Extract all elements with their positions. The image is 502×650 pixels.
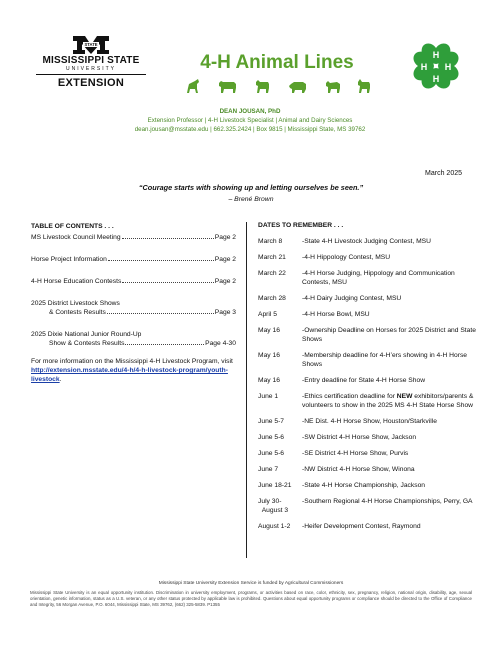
footer-disclaimer	[30, 590, 472, 608]
logo-rule	[36, 74, 146, 75]
date-row	[258, 294, 480, 303]
more-info-paragraph: For more information on the Mississippi 4-H Livestock Program, visit http://extension.msstate.edu/4-h/4-h-livestock-program/youth-livestock.	[31, 358, 233, 383]
author-name: DEAN JOUSAN, PhD	[219, 108, 281, 115]
event-date: May 16	[258, 327, 280, 334]
cow-icon	[219, 81, 236, 93]
date-row	[258, 417, 480, 426]
date-row	[258, 465, 480, 474]
quote-text: “Courage starts with showing up and letting ourselves be seen.”	[138, 183, 364, 192]
footer-code: P1355	[207, 602, 220, 607]
event-name: -NE Dist. 4-H Horse Show, Houston/Starkville	[302, 418, 437, 425]
event-name: -4-H Dairy Judging Contest, MSU	[302, 295, 402, 302]
event-name: -Ownership Deadline on Horses for 2025 District and State Shows	[302, 327, 476, 343]
toc-page: Page 4-30	[205, 340, 236, 347]
toc-label: 2025 District Livestock Shows	[31, 300, 120, 307]
svg-text:H: H	[432, 50, 440, 60]
event-date: June 5-7	[258, 418, 285, 425]
date-row	[258, 351, 480, 369]
sheep-icon	[326, 81, 340, 93]
new-emphasis: NEW	[396, 393, 413, 400]
event-date: March 21	[258, 254, 286, 261]
toc-label: 4-H Horse Education Contests	[31, 278, 122, 285]
msu-name: MISSISSIPPI STATE	[42, 55, 140, 66]
goat-icon	[358, 79, 370, 93]
event-date: June 7	[258, 466, 279, 473]
event-date: June 1	[258, 393, 279, 400]
dates-to-remember	[258, 222, 480, 538]
toc-page: Page 2	[214, 256, 236, 263]
date-row	[258, 326, 480, 344]
toc-label: Horse Project Information	[31, 256, 107, 263]
date-row	[258, 269, 480, 287]
column-divider	[246, 222, 247, 558]
author-contact: dean.jousan@msstate.edu | 662.325.2424 | Box 9815 | Mississippi State, MS 39762	[134, 126, 366, 133]
author-title: Extension Professor | 4-H Livestock Specialist | Animal and Dairy Sciences	[147, 117, 353, 124]
4h-clover-icon	[404, 34, 468, 98]
issue-date: March 2025	[425, 170, 462, 177]
event-date: June 18-21	[258, 482, 292, 489]
dates-heading: DATES TO REMEMBER . . .	[258, 222, 344, 229]
date-row	[258, 392, 480, 410]
event-name: -SE District 4-H Horse Show, Purvis	[302, 450, 409, 457]
event-date: June 5-6	[258, 434, 285, 441]
quote-author: – Brené Brown	[228, 196, 274, 203]
event-name: -Heifer Development Contest, Raymond	[302, 523, 421, 530]
msu-extension: EXTENSION	[57, 77, 125, 89]
date-row	[258, 449, 480, 458]
date-row	[258, 237, 480, 246]
event-name: -NW District 4-H Horse Show, Winona	[302, 466, 415, 473]
toc-label-2: & Contests Results	[49, 309, 106, 316]
animal-silhouettes	[184, 78, 374, 94]
footer-body: Mississippi State University is an equal opportunity institution. Discrimination in university employment, programs, or activities based on race, color, ethnicity, sex, pregnancy, religion, national origin, disability, age, sexual orientation, genetic information, status as a U.S. veteran, or any other status protected by applicable law is prohibited. Questions about equal opportunity programs or compliance should be directed to the Office of Compliance and Integrity, 56 Morgan Avenue, P.O. 6044, Mississippi State, MS 39762, (662) 325-5839.	[30, 590, 472, 607]
event-name: -State 4-H Livestock Judging Contest, MSU	[302, 238, 431, 245]
event-date: March 8	[258, 238, 283, 245]
contact-block	[60, 107, 440, 134]
goat-icon	[256, 80, 269, 93]
event-name: -State 4-H Horse Championship, Jackson	[302, 482, 426, 489]
newsletter-title: 4-H Animal Lines	[200, 52, 354, 73]
svg-text:H: H	[432, 74, 440, 84]
event-date: May 16	[258, 377, 280, 384]
toc-label: 2025 Dixie National Junior Round-Up	[31, 331, 142, 338]
event-name: -SW District 4-H Horse Show, Jackson	[302, 434, 417, 441]
horse-icon	[187, 79, 199, 93]
svg-text:H: H	[444, 62, 452, 72]
event-date: March 28	[258, 295, 286, 302]
event-date: August 1-2	[258, 523, 291, 530]
svg-text:STATE: STATE	[84, 42, 98, 48]
toc-item[interactable]	[31, 299, 236, 317]
event-date: July 30- August 3	[258, 498, 289, 514]
event-date: March 22	[258, 270, 286, 277]
msu-m-icon	[71, 34, 111, 56]
event-name: -4-H Hippology Contest, MSU	[302, 254, 391, 261]
event-name: -Ethics certification deadline for NEW exhibitors/parents & volunteers to show in the 2025 MS 4-H State Horse Show	[302, 393, 474, 409]
msu-extension-logo	[28, 34, 154, 94]
more-info-text: For more information on the Mississippi 4-H Livestock Program, visit	[31, 358, 233, 365]
toc-page: Page 2	[214, 278, 236, 285]
event-name: -4-H Horse Judging, Hippology and Communication Contests, MSU	[302, 270, 455, 286]
svg-text:H: H	[420, 62, 428, 72]
event-name: -4-H Horse Bowl, MSU	[302, 311, 370, 318]
date-row	[258, 310, 480, 319]
toc-page: Page 2	[214, 234, 236, 241]
toc-item[interactable]	[31, 277, 236, 286]
date-row	[258, 497, 480, 515]
date-row	[258, 253, 480, 262]
toc-page: Page 3	[214, 309, 236, 316]
event-name: -Southern Regional 4-H Horse Championships, Perry, GA	[302, 498, 473, 505]
toc-label: MS Livestock Council Meeting	[31, 234, 121, 241]
toc-item[interactable]	[31, 233, 236, 242]
date-row	[258, 522, 480, 531]
livestock-program-link[interactable]: http://extension.msstate.edu/4-h/4-h-livestock-program/youth-livestock	[31, 367, 228, 383]
footer-funding: Mississippi State University Extension Service is funded by Agricultural Commissioners	[158, 581, 344, 586]
toc-label-2: Show & Contests Results	[49, 340, 125, 347]
msu-university: UNIVERSITY	[65, 66, 116, 72]
pig-icon	[289, 82, 306, 93]
event-name: -Membership deadline for 4-H’ers showing in 4-H Horse Shows	[302, 352, 468, 368]
date-row	[258, 433, 480, 442]
date-row	[258, 376, 480, 385]
toc-item[interactable]	[31, 330, 236, 348]
event-date: April 5	[258, 311, 277, 318]
toc-item[interactable]	[31, 255, 236, 264]
table-of-contents	[31, 222, 236, 384]
event-name: -Entry deadline for State 4-H Horse Show	[302, 377, 426, 384]
date-row	[258, 481, 480, 490]
toc-heading: TABLE OF CONTENTS . . .	[31, 223, 114, 230]
event-date: June 5-6	[258, 450, 285, 457]
event-date: May 16	[258, 352, 280, 359]
